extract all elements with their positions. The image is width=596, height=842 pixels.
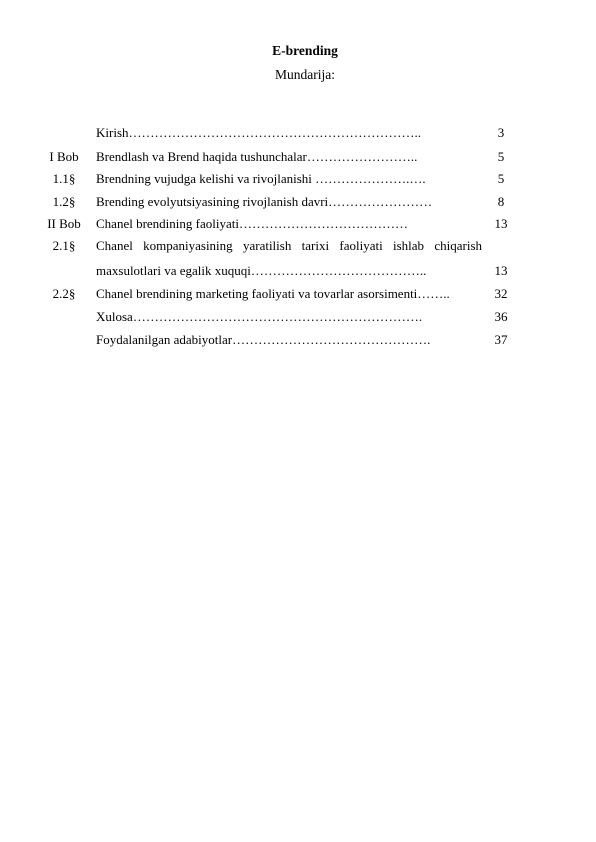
toc-entry-section-2-2 xyxy=(0,286,596,308)
toc-entry-page: 5 xyxy=(497,171,505,186)
toc-entry-number: II Bob xyxy=(47,216,81,231)
toc-entry-page: 37 xyxy=(494,332,508,347)
toc-entry-page: 32 xyxy=(494,286,508,301)
toc-entry-section-2-1-continued xyxy=(0,263,596,285)
toc-entry-title: Foydalanilgan adabiyotlar………………………………………. xyxy=(96,332,431,347)
toc-entry-references xyxy=(0,332,596,354)
toc-entry-conclusion xyxy=(0,309,596,331)
toc-entry-page: 5 xyxy=(497,149,505,164)
toc-entry-page: 13 xyxy=(494,263,508,278)
toc-entry-number: 1.2§ xyxy=(52,194,76,209)
toc-entry-title: Chanel brendining faoliyati………………………………… xyxy=(96,216,408,231)
document-title: E-brending xyxy=(272,43,338,58)
toc-entry-number: I Bob xyxy=(49,149,79,164)
toc-entry-title: Brendlash va Brend haqida tushunchalar…………………….. xyxy=(96,149,418,164)
toc-entry-title: Brendning vujudga kelishi va rivojlanishi ………………….…. xyxy=(96,171,426,186)
toc-entry-chapter-1 xyxy=(0,149,596,171)
toc-entry-section-2-1 xyxy=(0,238,596,260)
toc-entry-title: Xulosa…………………………………………………………. xyxy=(96,309,423,324)
toc-entry-title: Brending evolyutsiyasining rivojlanish davri…………………… xyxy=(96,194,433,209)
toc-entry-title: Kirish………………………………………………………….. xyxy=(96,125,421,140)
toc-entry-chapter-2 xyxy=(0,216,596,238)
toc-entry-page: 13 xyxy=(494,216,508,231)
toc-entry-section-1-1 xyxy=(0,171,596,193)
document-subtitle: Mundarija: xyxy=(275,67,335,82)
toc-entry-section-1-2 xyxy=(0,194,596,216)
toc-entry-page: 3 xyxy=(497,125,505,140)
toc-entry-title: maxsulotlari va egalik xuquqi………………………………….. xyxy=(96,263,427,278)
toc-entry-title: Chanel kompaniyasining yaratilish tarixi faoliyati ishlab chiqarish xyxy=(96,238,482,253)
toc-entry-page: 36 xyxy=(494,309,508,324)
toc-entry-number: 2.1§ xyxy=(52,238,76,253)
toc-entry-title: Chanel brendining marketing faoliyati va tovarlar asorsimenti…….. xyxy=(96,286,450,301)
toc-entry-introduction xyxy=(0,125,596,147)
toc-entry-number: 2.2§ xyxy=(52,286,76,301)
toc-entry-number: 1.1§ xyxy=(52,171,76,186)
toc-entry-page: 8 xyxy=(497,194,505,209)
